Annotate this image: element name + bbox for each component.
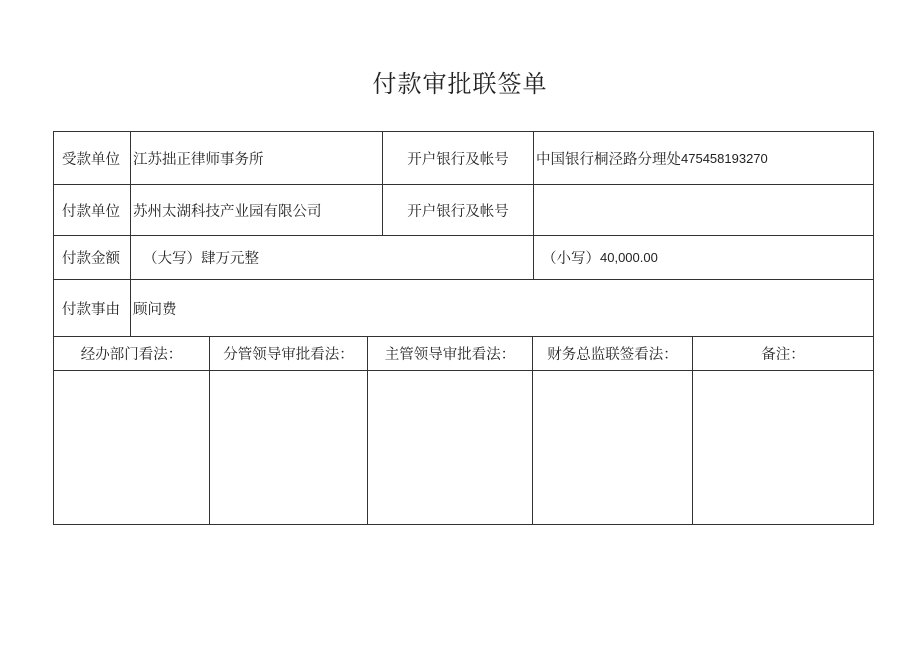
- amount-small-value: 40,000.00: [600, 250, 658, 265]
- payee-bank-label: 开户银行及帐号: [407, 151, 509, 168]
- approval-value-chief-leader: [368, 371, 532, 524]
- table-border-bottom: [53, 524, 874, 525]
- amount-capital-value: 肆万元整: [201, 251, 259, 267]
- payer-bank-value: [534, 185, 873, 235]
- approval-header-finance-director: 财务总监联签看法：: [547, 347, 678, 363]
- payee-bank-account: 475458193270: [681, 150, 768, 166]
- payee-bank-name: 中国银行桐泾路分理处: [536, 151, 681, 168]
- approval-value-finance-director: [533, 371, 692, 524]
- amount-small-prefix: （小写）: [542, 251, 600, 267]
- approval-value-department: [54, 371, 209, 524]
- payee-value: 江苏拙正律师事务所: [133, 151, 264, 168]
- amount-capital-prefix: （大写）: [143, 251, 201, 267]
- payer-value: 苏州太湖科技产业园有限公司: [133, 203, 322, 220]
- approval-header-deputy-leader: 分管领导审批看法：: [223, 347, 354, 363]
- amount-capital: [131, 236, 533, 279]
- reason-value: 顾问费: [133, 301, 177, 318]
- approval-value-remarks: [693, 371, 873, 524]
- approval-header-remarks: 备注：: [761, 347, 805, 363]
- payer-bank-label: 开户银行及帐号: [407, 203, 509, 220]
- amount-label: 付款金额: [62, 251, 120, 267]
- approval-header-chief-leader: 主管领导审批看法：: [384, 347, 516, 363]
- approval-header-department: 经办部门看法：: [80, 347, 183, 363]
- payee-bank-value: [534, 132, 873, 184]
- table-border-right: [873, 131, 874, 525]
- payer-label: 付款单位: [62, 203, 120, 220]
- reason-label: 付款事由: [62, 301, 120, 318]
- amount-small: [534, 236, 873, 279]
- approval-value-deputy-leader: [210, 371, 367, 524]
- payee-label: 受款单位: [62, 151, 120, 168]
- page-title: 付款审批联签单: [372, 70, 548, 98]
